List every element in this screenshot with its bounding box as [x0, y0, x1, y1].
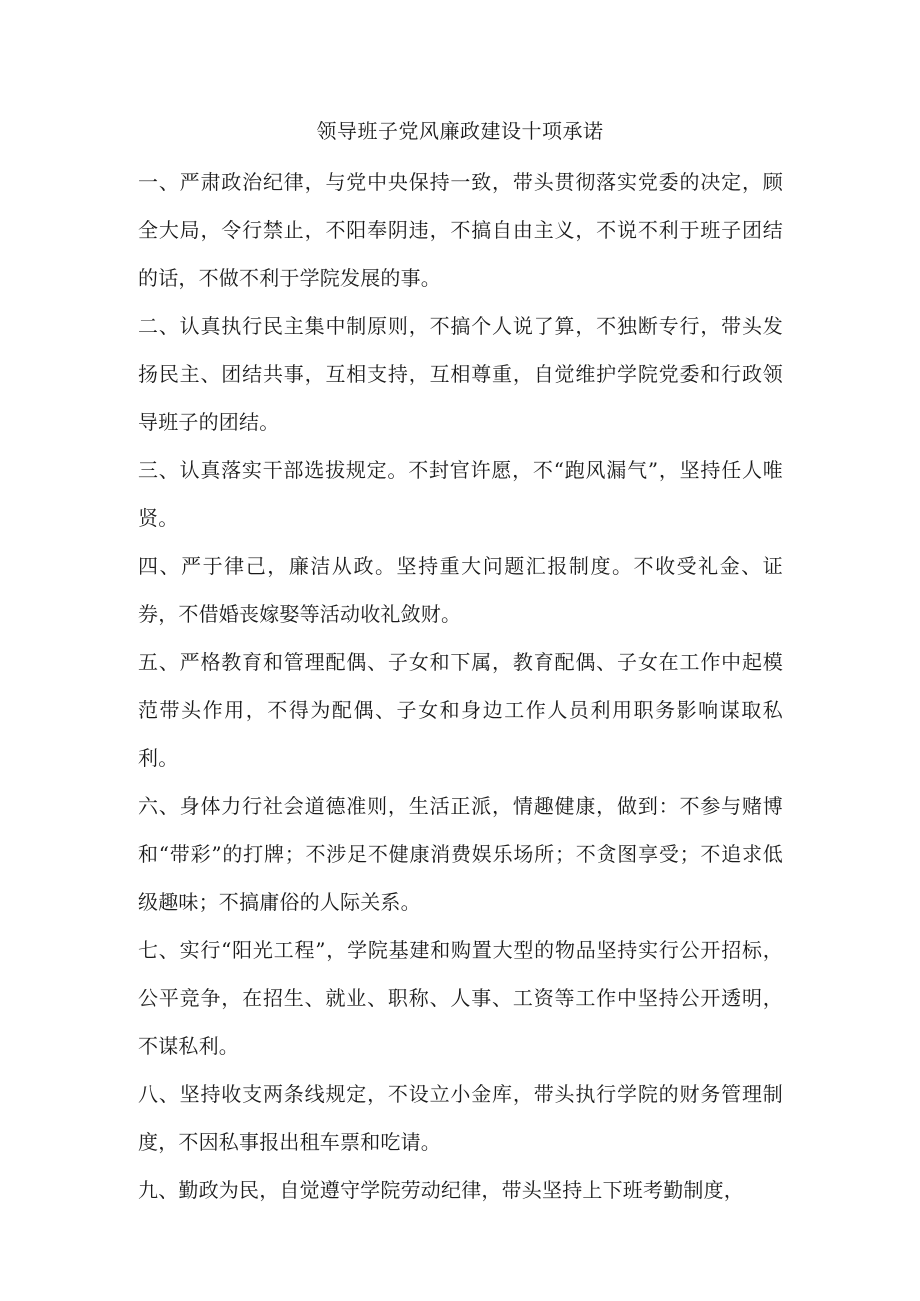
document-body	[138, 158, 783, 1214]
clause-9: 九、勤政为民，自觉遵守学院劳动纪律，带头坚持上下班考勤制度，	[138, 1178, 744, 1202]
clause-4: 四、严于律己，廉洁从政。坚持重大问题汇报制度。不收受礼金、证券，不借婚丧嫁娶等活动收礼敛财。	[138, 554, 783, 626]
clause-8: 八、坚持收支两条线规定，不设立小金库，带头执行学院的财务管理制度，不因私事报出租车票和吃请。	[138, 1082, 783, 1154]
clause-3: 三、认真落实干部选拔规定。不封官许愿，不“跑风漏气”，坚持任人唯贤。	[138, 458, 783, 530]
clause-1: 一、严肃政治纪律，与党中央保持一致，带头贯彻落实党委的决定，顾全大局，令行禁止，不阳奉阴违，不搞自由主义，不说不利于班子团结的话，不做不利于学院发展的事。	[138, 170, 783, 290]
clause-7: 七、实行“阳光工程”，学院基建和购置大型的物品坚持实行公开招标，公平竞争，在招生、就业、职称、人事、工资等工作中坚持公开透明，不谋私利。	[138, 938, 783, 1058]
document-title: 领导班子党风廉政建设十项承诺	[316, 119, 604, 143]
clause-6: 六、身体力行社会道德准则，生活正派，情趣健康，做到：不参与赌博和“带彩”的打牌；不涉足不健康消费娱乐场所；不贪图享受；不追求低级趣味；不搞庸俗的人际关系。	[138, 794, 783, 914]
clause-2: 二、认真执行民主集中制原则，不搞个人说了算，不独断专行，带头发扬民主、团结共事，互相支持，互相尊重，自觉维护学院党委和行政领导班子的团结。	[138, 314, 783, 434]
clause-5: 五、严格教育和管理配偶、子女和下属，教育配偶、子女在工作中起模范带头作用，不得为配偶、子女和身边工作人员利用职务影响谋取私利。	[138, 650, 783, 770]
